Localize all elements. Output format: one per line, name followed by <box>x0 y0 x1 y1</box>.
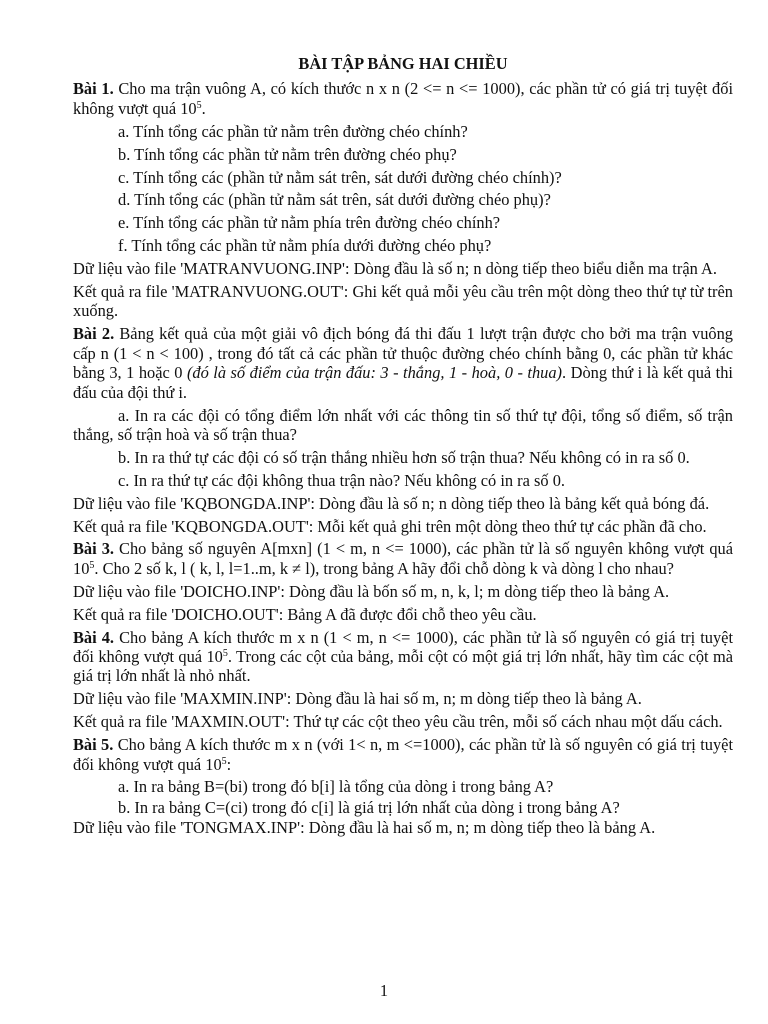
exercise-5-input: Dữ liệu vào file 'TONGMAX.INP': Dòng đầu là hai số m, n; m dòng tiếp theo là bảng A. <box>73 818 656 838</box>
page-number: 1 <box>379 981 389 1000</box>
exercise-1-item-c: c. Tính tổng các (phần tử nằm sát trên, sát dưới đường chéo chính)? <box>118 167 562 187</box>
exercise-4-statement: Bài 4. Cho bảng A kích thước m x n (1 < m, n <= 1000), các phần tử là số nguyên có giá trị tuyệt đối không vượt quá $10^5$. Trong các cột của bảng, mỗi cột có một giá trị lớn nhất, hãy tìm các cột mà giá trị lớn nhất là nhỏ nhất. <box>73 627 733 686</box>
exercise-1-item-f: f. Tính tổng các phần tử nằm phía dưới đường chéo phụ? <box>118 236 492 256</box>
exercise-1-output: Kết quả ra file 'MATRANVUONG.OUT': Ghi kết quả mỗi yêu cầu trên một dòng theo thứ tự từ trên xuống. <box>73 282 733 321</box>
exercise-1-item-b: b. Tính tổng các phần tử nằm trên đường chéo phụ? <box>118 144 457 164</box>
exercise-4-input: Dữ liệu vào file 'MAXMIN.INP': Dòng đầu là hai số m, n; m dòng tiếp theo là bảng A. <box>73 689 642 709</box>
exercise-4-output: Kết quả ra file 'MAXMIN.OUT': Thứ tự các cột theo yêu cầu trên, mỗi số cách nhau một dấu cách. <box>73 712 723 732</box>
exercise-1-input: Dữ liệu vào file 'MATRANVUONG.INP': Dòng đầu là số n; n dòng tiếp theo biểu diễn ma trận A. <box>73 259 717 279</box>
exercise-2-label: Bài 2. <box>73 324 115 344</box>
exercise-1-item-a: a. Tính tổng các phần tử nằm trên đường chéo chính? <box>118 121 468 141</box>
exercise-1-label: Bài 1. <box>73 79 114 99</box>
exercise-2-item-b: b. In ra thứ tự các đội có số trận thắng nhiều hơn số trận thua? Nếu không có in ra số 0. <box>118 447 690 467</box>
exercise-2-output: Kết quả ra file 'KQBONGDA.OUT': Mỗi kết quả ghi trên một dòng theo thứ tự các phần đã cho. <box>73 516 707 536</box>
exercise-2-statement: Bài 2. Bảng kết quả của một giải vô địch bóng đá thi đấu 1 lượt trận được cho bởi ma trận vuông cấp n (1 < n < 100) , trong đó tất cả các phần tử thuộc đường chéo chính bằng 0, các phần tử khác bằng 3, 1 hoặc 0 (đó là số điểm của trận đấu: 3 - thắng, 1 - hoà, 0 - thua). Dòng thứ i là kết quả thi đấu của đội thứ i. <box>73 324 733 402</box>
document-title: BÀI TẬP BẢNG HAI CHIỀU <box>298 54 508 73</box>
exercise-2-item-a: a. In ra các đội có tổng điểm lớn nhất với các thông tin số thứ tự đội, tổng số điểm, số trận thắng, số trận hoà và số trận thua? <box>73 405 733 444</box>
document-body <box>73 54 733 841</box>
exercise-3-label: Bài 3. <box>73 539 115 559</box>
exercise-2-item-c: c. In ra thứ tự các đội không thua trận nào? Nếu không có in ra số 0. <box>118 470 565 490</box>
exercise-4-label: Bài 4. <box>73 627 115 647</box>
exercise-2-input: Dữ liệu vào file 'KQBONGDA.INP': Dòng đầu là số n; n dòng tiếp theo là bảng kết quả bóng đá. <box>73 493 710 513</box>
exercise-5-statement: Bài 5. Cho bảng A kích thước m x n (với 1< n, m <=1000), các phần tử là số nguyên có giá trị tuyệt đối không vượt quá $10^5$: <box>73 735 733 774</box>
exercise-1-statement: Bài 1. Cho ma trận vuông A, có kích thước n x n (2 <= n <= 1000), các phần tử có giá trị tuyệt đối không vượt quá $10^5$. <box>73 79 733 118</box>
exercise-5-item-a: a. In ra bảng B=(bi) trong đó b[i] là tổng của dòng i trong bảng A? <box>118 777 554 797</box>
exercise-3-input: Dữ liệu vào file 'DOICHO.INP': Dòng đầu là bốn số m, n, k, l; m dòng tiếp theo là bảng A. <box>73 581 670 601</box>
exercise-5-item-b: b. In ra bảng C=(ci) trong đó c[i] là giá trị lớn nhất của dòng i trong bảng A? <box>118 797 620 817</box>
exercise-5-label: Bài 5. <box>73 735 114 755</box>
exercise-3-statement: Bài 3. Cho bảng số nguyên A[mxn] (1 < m, n <= 1000), các phần tử là số nguyên không vượt quá $10^5$. Cho 2 số k, l ( k, l, l=1..m, k ≠ l), trong bảng A hãy đổi chỗ dòng k và dòng l cho nhau? <box>73 539 734 578</box>
exercise-3-output: Kết quả ra file 'DOICHO.OUT': Bảng A đã được đổi chỗ theo yêu cầu. <box>73 604 537 624</box>
exercise-1-item-e: e. Tính tổng các phần tử nằm phía trên đường chéo chính? <box>118 213 501 233</box>
exercise-1-item-d: d. Tính tổng các (phần tử nằm sát trên, sát dưới đường chéo phụ)? <box>118 190 551 210</box>
